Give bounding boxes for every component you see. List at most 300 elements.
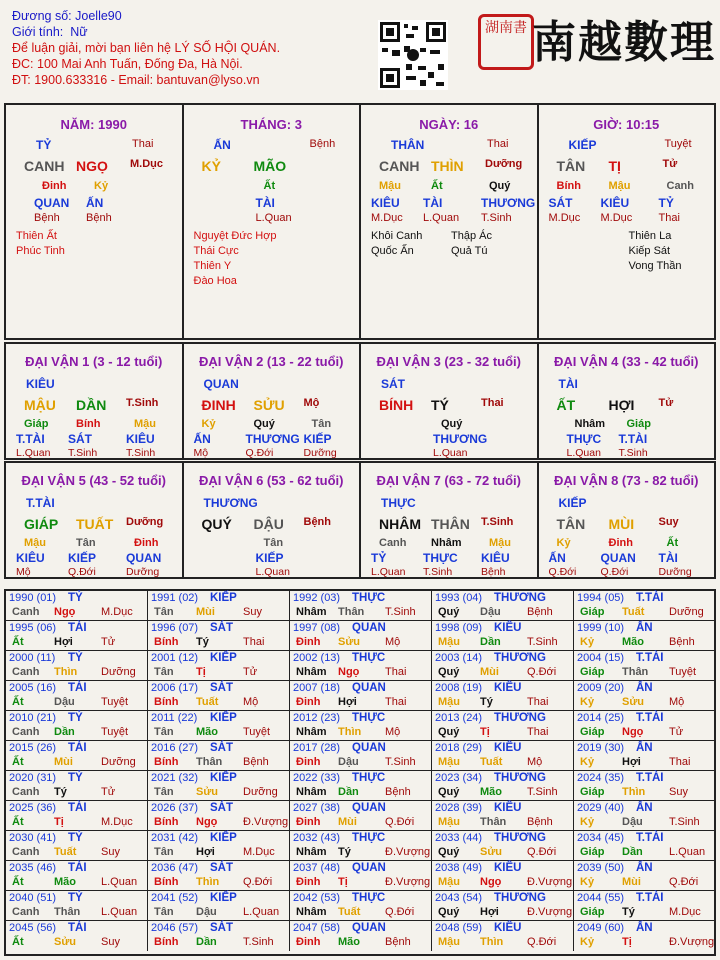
year-ten-god: T.TÀI bbox=[636, 652, 664, 664]
year-cell bbox=[574, 801, 716, 831]
year-ten-god: THỰC bbox=[352, 712, 386, 724]
year-stage: T.Sinh bbox=[527, 636, 558, 648]
year-branch: Tuất bbox=[196, 696, 219, 708]
year-stem: Bính bbox=[154, 936, 179, 948]
year-stem: Canh bbox=[12, 846, 40, 858]
year-branch: Mùi bbox=[622, 876, 641, 888]
stem-branch-label: MÙI bbox=[608, 516, 635, 532]
year-stem: Quý bbox=[438, 846, 460, 858]
hidden-ten-god: ẤN bbox=[193, 432, 211, 446]
hidden-stem-r2: TÀI bbox=[423, 196, 443, 210]
year-ten-god: ẤN bbox=[636, 802, 653, 814]
year-ten-god: QUAN bbox=[352, 742, 386, 754]
dai-van-title: ĐẠI VẬN 3 (23 - 32 tuổi) bbox=[376, 354, 521, 369]
year-cell bbox=[432, 651, 574, 681]
dai-van-title: ĐẠI VẬN 5 (43 - 52 tuổi) bbox=[21, 473, 166, 488]
year-cell bbox=[290, 891, 432, 921]
hidden-stem-r2: SÁT bbox=[548, 196, 573, 210]
phone-email-line: ĐT: 1900.633316 - Email: bantuvan@lyso.vn bbox=[12, 73, 260, 87]
year-stem: Tân bbox=[154, 786, 174, 798]
year-stage: Bệnh bbox=[527, 816, 553, 828]
hidden-stem: Quý bbox=[441, 418, 463, 430]
year-stem: Tân bbox=[154, 606, 174, 618]
year-stem: Ất bbox=[12, 756, 24, 768]
stem-branch-label: T.Sinh bbox=[481, 516, 514, 528]
year-label: 2021 (32) bbox=[151, 772, 199, 784]
year-branch: Dậu bbox=[54, 696, 75, 708]
year-branch: Hợi bbox=[338, 696, 357, 708]
hidden-stem-r2: QUAN bbox=[34, 196, 70, 210]
hidden-stem-r3: T.Sinh bbox=[481, 212, 512, 224]
year-branch: Mão bbox=[622, 636, 644, 648]
hidden-ten-god: T.TÀI bbox=[16, 432, 45, 446]
year-stage: L.Quan bbox=[669, 846, 706, 858]
year-stage: Mộ bbox=[527, 756, 543, 768]
year-label: 2025 (36) bbox=[9, 802, 57, 814]
year-stem: Nhâm bbox=[296, 666, 327, 678]
dai-van-title: ĐẠI VẬN 7 (63 - 72 tuổi) bbox=[376, 473, 521, 488]
ten-god-label: QUAN bbox=[203, 377, 239, 391]
hidden-ten-god: THƯƠNG bbox=[245, 432, 300, 446]
year-stage: Bệnh bbox=[527, 606, 553, 618]
year-cell bbox=[432, 861, 574, 891]
year-branch: Dậu bbox=[480, 606, 501, 618]
year-branch: Thân bbox=[480, 816, 507, 828]
year-stem: Nhâm bbox=[296, 846, 327, 858]
year-label: 2010 (21) bbox=[9, 712, 57, 724]
year-stage: Thai bbox=[243, 636, 265, 648]
year-label: 1998 (09) bbox=[435, 622, 483, 634]
hidden-stem-r3: Bệnh bbox=[86, 212, 112, 224]
hidden-ten-god: TÀI bbox=[658, 551, 678, 565]
hidden-stage: T.Sinh bbox=[423, 566, 453, 578]
year-stage: Tuyệt bbox=[101, 696, 129, 708]
year-stage: Bệnh bbox=[243, 756, 269, 768]
year-cell bbox=[574, 741, 716, 771]
year-stem: Giáp bbox=[580, 606, 605, 618]
year-stage: M.Dục bbox=[101, 606, 133, 618]
year-stage: Đ.Vượng bbox=[385, 876, 431, 888]
year-ten-god: SÁT bbox=[210, 742, 233, 754]
year-ten-god: TÀI bbox=[68, 622, 87, 634]
year-stage: Suy bbox=[101, 936, 120, 948]
year-stem: Quý bbox=[438, 666, 460, 678]
stem-branch-label: Thai bbox=[481, 397, 504, 409]
year-label: 2024 (35) bbox=[577, 772, 625, 784]
year-stem: Canh bbox=[12, 726, 40, 738]
year-stage: T.Sinh bbox=[385, 606, 416, 618]
brand-logo: 南越數理 bbox=[532, 17, 716, 68]
hidden-stem: Nhâm bbox=[431, 537, 462, 549]
star-note: Vong Thần bbox=[628, 260, 682, 272]
dai-van-title: ĐẠI VẬN 1 (3 - 12 tuổi) bbox=[25, 354, 163, 369]
year-label: 2033 (44) bbox=[435, 832, 483, 844]
hidden-stage: L.Quan bbox=[255, 566, 290, 578]
year-stem: Bính bbox=[154, 696, 179, 708]
year-stage: Suy bbox=[101, 846, 120, 858]
hidden-ten-god: QUAN bbox=[600, 551, 636, 565]
year-label: 1999 (10) bbox=[577, 622, 625, 634]
year-stem: Đinh bbox=[296, 936, 321, 948]
year-cell bbox=[148, 591, 290, 621]
year-label: 2047 (58) bbox=[293, 922, 341, 934]
year-ten-god: THƯƠNG bbox=[494, 592, 546, 604]
year-ten-god: KIÊU bbox=[494, 682, 522, 694]
hidden-stage: Q.Đới bbox=[245, 447, 274, 459]
stem-branch-label: NHÂM bbox=[379, 516, 421, 532]
year-stem: Kỷ bbox=[580, 936, 595, 948]
year-cell bbox=[290, 651, 432, 681]
year-cell bbox=[148, 831, 290, 861]
year-branch: Thân bbox=[622, 666, 649, 678]
year-stem: Đinh bbox=[296, 756, 321, 768]
year-label: 2003 (14) bbox=[435, 652, 483, 664]
pillar-day bbox=[361, 105, 539, 338]
year-stem: Ất bbox=[12, 876, 24, 888]
hidden-ten-god: KIÊU bbox=[126, 432, 155, 446]
year-stem: Ất bbox=[12, 936, 24, 948]
year-stem: Canh bbox=[12, 786, 40, 798]
star-note: Khôi Canh bbox=[371, 230, 423, 242]
dai-van-row-1 bbox=[4, 342, 716, 460]
star-note: Phúc Tinh bbox=[16, 245, 65, 257]
year-branch: Hợi bbox=[622, 756, 641, 768]
hidden-stem: Đinh bbox=[608, 537, 633, 549]
hidden-stage: T.Sinh bbox=[68, 447, 98, 459]
year-ten-god: SÁT bbox=[210, 682, 233, 694]
year-stem: Mậu bbox=[438, 936, 460, 948]
year-branch: Mão bbox=[338, 936, 360, 948]
hidden-stage: Bệnh bbox=[481, 566, 506, 578]
year-stem: Tân bbox=[154, 906, 174, 918]
year-ten-god: THỰC bbox=[352, 592, 386, 604]
year-stage: Tuyệt bbox=[101, 726, 129, 738]
year-label: 2005 (16) bbox=[9, 682, 57, 694]
year-ten-god: TÀI bbox=[68, 682, 87, 694]
hidden-stage: Q.Đới bbox=[548, 566, 577, 578]
year-stem: Ất bbox=[12, 816, 24, 828]
dai-van-row-2 bbox=[4, 461, 716, 579]
year-stage: Bệnh bbox=[385, 786, 411, 798]
stem-branch-label: Suy bbox=[658, 516, 679, 528]
gender-value: Nữ bbox=[70, 25, 88, 39]
year-cell bbox=[6, 621, 148, 651]
year-label: 2027 (38) bbox=[293, 802, 341, 814]
year-ten-god: KIẾP bbox=[210, 892, 237, 904]
year-stem: Canh bbox=[12, 906, 40, 918]
year-cell bbox=[6, 771, 148, 801]
hidden-stage: T.Sinh bbox=[126, 447, 156, 459]
year-ten-god: KIÊU bbox=[494, 862, 522, 874]
year-stem: Giáp bbox=[580, 726, 605, 738]
hidden-stage: Q.Đới bbox=[68, 566, 96, 578]
year-stage: Tử bbox=[243, 666, 258, 678]
hidden-stem-r1: Quý bbox=[489, 180, 511, 192]
year-label: 2002 (13) bbox=[293, 652, 341, 664]
year-cell bbox=[148, 741, 290, 771]
year-branch: Tị bbox=[480, 726, 490, 738]
year-branch: Tị bbox=[338, 876, 348, 888]
year-stem: Kỷ bbox=[580, 756, 595, 768]
year-ten-god: SÁT bbox=[210, 922, 233, 934]
hidden-stem-r2: ẤN bbox=[86, 196, 104, 210]
stem-branch-label: TUẤT bbox=[76, 516, 114, 532]
hidden-stem: Tân bbox=[263, 537, 284, 549]
ten-god-label: KIẾP bbox=[568, 138, 597, 152]
dai-van-title: ĐẠI VẬN 4 (33 - 42 tuổi) bbox=[554, 354, 699, 369]
year-ten-god: TỶ bbox=[68, 712, 83, 724]
growth-stage-label: Bệnh bbox=[309, 138, 336, 150]
year-ten-god: KIẾP bbox=[210, 652, 237, 664]
year-branch: Tuất bbox=[338, 906, 361, 918]
star-note: Quốc Ấn bbox=[371, 245, 414, 257]
year-stem: Tân bbox=[154, 726, 174, 738]
year-cell bbox=[148, 621, 290, 651]
hidden-stem-r1: Bính bbox=[556, 180, 581, 192]
year-cell bbox=[432, 741, 574, 771]
pillar-title: GIỜ: 10:15 bbox=[593, 117, 660, 132]
star-note: Nguyệt Đức Hợp bbox=[193, 230, 277, 242]
year-branch: Mùi bbox=[54, 756, 73, 768]
year-stage: Q.Đới bbox=[385, 816, 415, 828]
hidden-stem: Nhâm bbox=[574, 418, 606, 430]
year-branch: Thìn bbox=[622, 786, 646, 798]
year-stage: M.Dục bbox=[101, 816, 133, 828]
year-label: 2035 (46) bbox=[9, 862, 57, 874]
hidden-stem-r2: KIÊU bbox=[371, 196, 400, 210]
year-stage: Thai bbox=[385, 666, 407, 678]
year-ten-god: KIÊU bbox=[494, 742, 522, 754]
hidden-stem: Ất bbox=[666, 537, 679, 549]
year-stem: Giáp bbox=[580, 846, 605, 858]
year-label: 2019 (30) bbox=[577, 742, 625, 754]
year-label: 1996 (07) bbox=[151, 622, 199, 634]
hidden-stem: Kỷ bbox=[201, 418, 216, 430]
year-label: 2001 (12) bbox=[151, 652, 199, 664]
year-label: 2028 (39) bbox=[435, 802, 483, 814]
year-stage: Q.Đới bbox=[527, 666, 557, 678]
star-note: Kiếp Sát bbox=[628, 245, 671, 257]
year-branch: Dần bbox=[54, 726, 75, 738]
year-label: 2040 (51) bbox=[9, 892, 57, 904]
year-ten-god: ẤN bbox=[636, 622, 653, 634]
hidden-stem-r3: L.Quan bbox=[255, 212, 292, 224]
owner-label: Đương số: bbox=[12, 9, 72, 23]
hidden-stem-r1: Kỷ bbox=[94, 180, 109, 192]
year-ten-god: TỶ bbox=[68, 892, 83, 904]
year-branch: Hợi bbox=[480, 906, 499, 918]
year-cell bbox=[574, 711, 716, 741]
year-label: 2004 (15) bbox=[577, 652, 625, 664]
year-ten-god: KIẾP bbox=[210, 592, 237, 604]
year-branch: Ngọ bbox=[338, 666, 360, 678]
year-label: 1995 (06) bbox=[9, 622, 57, 634]
year-label: 2048 (59) bbox=[435, 922, 483, 934]
hidden-ten-god: ẤN bbox=[548, 551, 566, 565]
hidden-stem: Bính bbox=[76, 418, 101, 430]
year-ten-god: THƯƠNG bbox=[494, 772, 546, 784]
pillar-title: NGÀY: 16 bbox=[419, 117, 479, 132]
hidden-stem: Quý bbox=[253, 418, 275, 430]
stem-branch-label: TÝ bbox=[431, 397, 449, 413]
year-ten-god: THƯƠNG bbox=[494, 652, 546, 664]
year-label: 2030 (41) bbox=[9, 832, 57, 844]
year-label: 1992 (03) bbox=[293, 592, 341, 604]
stem-branch-label: SỬU bbox=[253, 397, 285, 413]
year-stage: Thai bbox=[385, 696, 407, 708]
year-label: 2014 (25) bbox=[577, 712, 625, 724]
year-branch: Thân bbox=[196, 756, 223, 768]
stem-branch-label: THÂN bbox=[431, 516, 470, 532]
year-branch: Thân bbox=[54, 906, 81, 918]
year-label: 2046 (57) bbox=[151, 922, 199, 934]
year-cell bbox=[290, 831, 432, 861]
stem-branch-label: Tử bbox=[658, 397, 674, 409]
year-stage: Đ.Vượng bbox=[527, 906, 573, 918]
year-branch: Mão bbox=[196, 726, 218, 738]
stem-branch-label: M.Dục bbox=[130, 158, 163, 170]
year-stage: Đ.Vượng bbox=[527, 876, 573, 888]
hidden-stem-r3: L.Quan bbox=[423, 212, 460, 224]
star-note: Đào Hoa bbox=[193, 275, 237, 287]
star-note: Thiên Ất bbox=[16, 230, 57, 242]
hidden-stage: L.Quan bbox=[433, 447, 468, 459]
year-ten-god: T.TÀI bbox=[636, 712, 664, 724]
year-stage: T.Sinh bbox=[243, 936, 274, 948]
pillar-hour bbox=[539, 105, 715, 338]
year-cell bbox=[432, 681, 574, 711]
year-branch: Tuất bbox=[622, 606, 645, 618]
year-cell bbox=[6, 651, 148, 681]
dai-van-4 bbox=[539, 344, 715, 458]
qr-code-icon bbox=[378, 20, 448, 90]
year-stem: Bính bbox=[154, 816, 179, 828]
year-branch: Tý bbox=[622, 906, 635, 918]
year-cell bbox=[290, 801, 432, 831]
year-stem: Tân bbox=[154, 846, 174, 858]
hidden-ten-god: THỰC bbox=[423, 551, 458, 565]
hidden-stem: Mậu bbox=[489, 537, 511, 549]
year-label: 2020 (31) bbox=[9, 772, 57, 784]
year-label: 2026 (37) bbox=[151, 802, 199, 814]
year-branch: Thìn bbox=[196, 876, 220, 888]
year-ten-god: KIÊU bbox=[494, 802, 522, 814]
year-cell bbox=[290, 591, 432, 621]
year-stage: Thai bbox=[669, 756, 691, 768]
year-stage: M.Dục bbox=[243, 846, 275, 858]
year-branch: Dần bbox=[196, 936, 217, 948]
hidden-ten-god: SÁT bbox=[68, 432, 92, 446]
hidden-stem: Canh bbox=[379, 537, 407, 549]
header-info bbox=[12, 8, 280, 88]
year-cell bbox=[432, 711, 574, 741]
year-cell bbox=[290, 711, 432, 741]
pillar-title: NĂM: 1990 bbox=[60, 117, 127, 132]
year-stage: Q.Đới bbox=[385, 906, 415, 918]
hidden-stem-r2: TỶ bbox=[658, 196, 674, 210]
year-cell bbox=[432, 591, 574, 621]
year-branch: Dần bbox=[338, 786, 359, 798]
year-stage: Q.Đới bbox=[527, 846, 557, 858]
hidden-stem: Kỷ bbox=[556, 537, 571, 549]
ten-god-label: THÂN bbox=[391, 138, 425, 152]
year-branch: Dậu bbox=[338, 756, 359, 768]
year-stage: Mộ bbox=[385, 636, 401, 648]
year-stem: Mậu bbox=[438, 876, 460, 888]
dai-van-2 bbox=[184, 344, 362, 458]
year-label: 1991 (02) bbox=[151, 592, 199, 604]
year-label: 2012 (23) bbox=[293, 712, 341, 724]
year-branch: Ngọ bbox=[622, 726, 644, 738]
year-label: 2034 (45) bbox=[577, 832, 625, 844]
dai-van-6 bbox=[184, 463, 362, 577]
stem-branch-label: ẤT bbox=[556, 397, 576, 413]
year-stem: Quý bbox=[438, 786, 460, 798]
contact-line: Để luận giải, mời bạn liên hệ LÝ SỐ HỘI QUÁN. bbox=[12, 41, 281, 55]
year-stem: Bính bbox=[154, 756, 179, 768]
year-stage: Tử bbox=[669, 726, 684, 738]
four-pillars-panel bbox=[4, 103, 716, 340]
year-stem: Bính bbox=[154, 876, 179, 888]
annual-luck-grid bbox=[4, 589, 716, 956]
owner-name: Joelle90 bbox=[75, 9, 122, 23]
year-stage: Q.Đới bbox=[527, 936, 557, 948]
year-stage: L.Quan bbox=[243, 906, 280, 918]
year-stem: Mậu bbox=[438, 636, 460, 648]
star-note: Thiên Y bbox=[193, 260, 232, 272]
year-branch: Tý bbox=[480, 696, 493, 708]
year-label: 2038 (49) bbox=[435, 862, 483, 874]
dai-van-1 bbox=[6, 344, 184, 458]
year-cell bbox=[6, 831, 148, 861]
stem-branch-label: MÃO bbox=[253, 158, 287, 174]
year-stem: Canh bbox=[12, 606, 40, 618]
year-branch: Tị bbox=[54, 816, 64, 828]
stem-branch-label: GIÁP bbox=[24, 516, 59, 532]
stem-branch-label: QUÝ bbox=[201, 516, 232, 532]
year-ten-god: SÁT bbox=[210, 862, 233, 874]
hidden-stem-r3: M.Dục bbox=[548, 212, 581, 224]
year-stem: Đinh bbox=[296, 816, 321, 828]
year-branch: Dần bbox=[480, 636, 501, 648]
year-cell bbox=[6, 711, 148, 741]
year-branch: Ngọ bbox=[480, 876, 502, 888]
year-branch: Thìn bbox=[338, 726, 362, 738]
year-ten-god: TỶ bbox=[68, 772, 83, 784]
year-ten-god: SÁT bbox=[210, 802, 233, 814]
stem-branch-label: BÍNH bbox=[379, 397, 414, 413]
year-cell bbox=[148, 891, 290, 921]
hidden-stem: Mậu bbox=[134, 418, 156, 430]
dai-van-title: ĐẠI VẬN 2 (13 - 22 tuổi) bbox=[199, 354, 344, 369]
year-label: 2009 (20) bbox=[577, 682, 625, 694]
year-stem: Nhâm bbox=[296, 606, 327, 618]
year-cell bbox=[290, 741, 432, 771]
dai-van-7 bbox=[361, 463, 539, 577]
year-ten-god: THƯƠNG bbox=[494, 892, 546, 904]
year-ten-god: THỰC bbox=[352, 832, 386, 844]
year-stage: Tử bbox=[101, 786, 116, 798]
dai-van-title: ĐẠI VẬN 8 (73 - 82 tuổi) bbox=[554, 473, 699, 488]
year-ten-god: TÀI bbox=[68, 922, 87, 934]
ten-god-label: T.TÀI bbox=[26, 496, 55, 510]
year-stage: Q.Đới bbox=[669, 876, 699, 888]
year-label: 2039 (50) bbox=[577, 862, 625, 874]
year-stage: Suy bbox=[243, 606, 262, 618]
stem-branch-label: TÂN bbox=[556, 158, 586, 174]
year-ten-god: ẤN bbox=[636, 682, 653, 694]
hidden-stem: Giáp bbox=[24, 418, 49, 430]
